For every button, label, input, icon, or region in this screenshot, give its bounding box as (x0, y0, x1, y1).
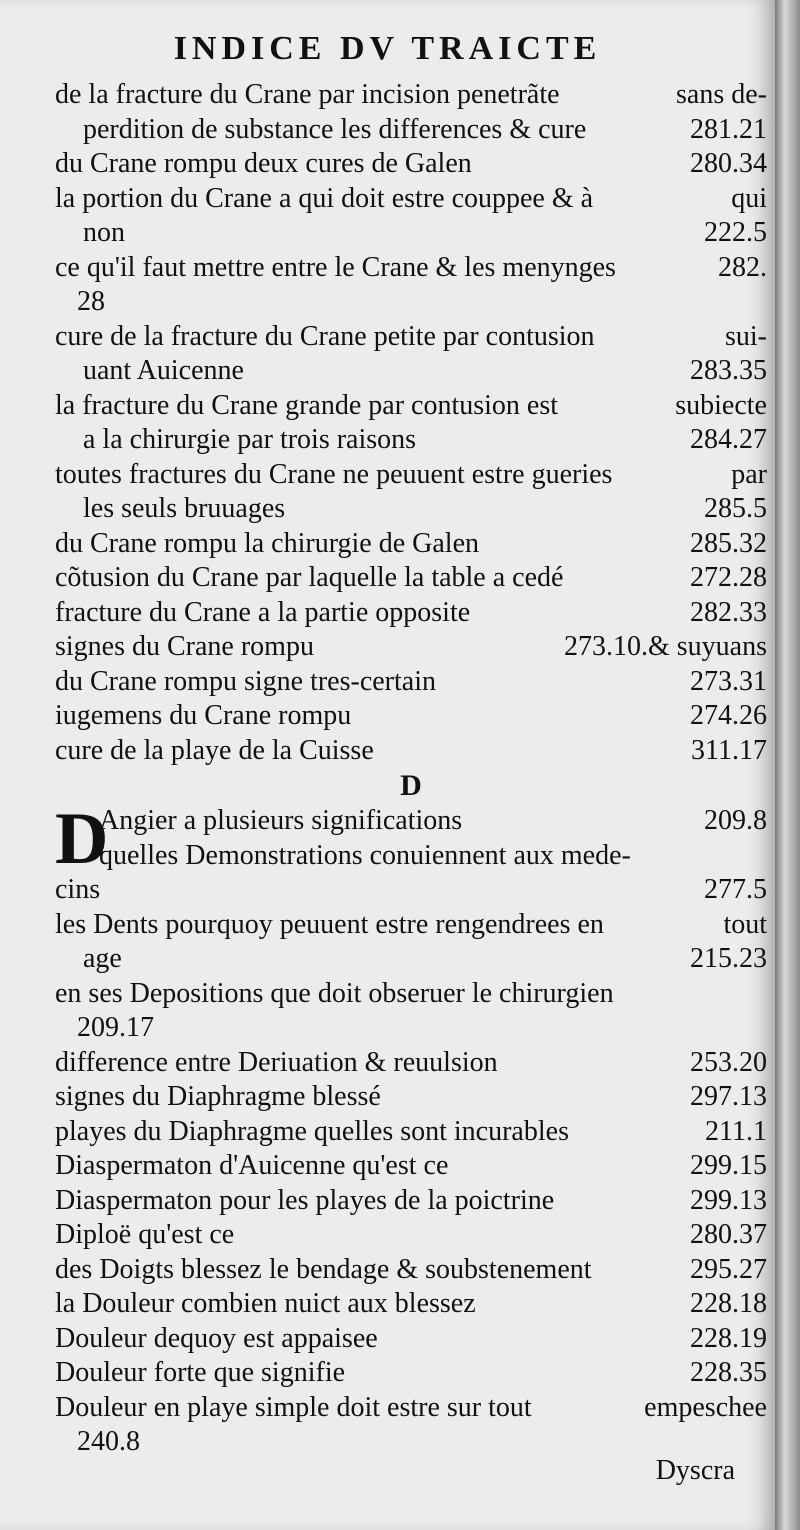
drop-capital: D (55, 798, 109, 880)
entry-text: ce qu'il faut mettre entre le Crane & les menynges (55, 251, 616, 283)
index-entry (55, 665, 767, 700)
entry-text: uant Auicenne (83, 355, 244, 386)
entry-text: toutes fractures du Crane ne peuuent estre gueries (55, 458, 613, 490)
index-entry (55, 734, 767, 769)
entry-text: Douleur en playe simple doit estre sur tout (55, 1391, 532, 1423)
entry-line (55, 354, 767, 389)
entry-line (55, 389, 767, 424)
page-ref: 228.35 (690, 1357, 767, 1388)
index-entry (55, 1356, 767, 1391)
entry-line (55, 216, 767, 251)
page-ref: 281.21 (690, 113, 767, 145)
page-ref: 283.35 (690, 355, 767, 386)
page-ref: 215.23 (690, 943, 767, 974)
page-ref: 311.17 (691, 734, 767, 766)
entry-text: Diaspermaton pour les playes de la poictrine (55, 1184, 555, 1216)
page-ref: 280.37 (690, 1219, 767, 1250)
page-ref: 277.5 (704, 874, 767, 905)
index-entry (55, 1115, 767, 1150)
entry-line (55, 458, 767, 493)
page-ref: 209.8 (704, 805, 767, 836)
entry-line (55, 561, 767, 596)
entry-text: signes du Diaphragme blessé (55, 1081, 381, 1112)
page-ref: empeschee (644, 1391, 767, 1423)
index-entry (55, 251, 767, 320)
entry-line (55, 1218, 767, 1253)
entry-line (55, 78, 767, 113)
entry-line (55, 1011, 767, 1046)
entry-text: Douleur dequoy est appaisee (55, 1322, 378, 1354)
page-ref: 299.13 (690, 1184, 767, 1216)
entry-line (55, 665, 767, 700)
entry-line (55, 423, 767, 458)
entry-line (55, 1115, 767, 1150)
entry-line (55, 942, 767, 977)
index-entry (55, 630, 767, 665)
index-entry (55, 977, 767, 1046)
page-ref: 273.10.& suyuans (564, 631, 767, 662)
index-entries (55, 78, 767, 1460)
entry-text: age (83, 943, 122, 974)
entry-text: les Dents pourquoy peuuent estre rengendrees en (55, 908, 604, 940)
page-ref: 222.5 (704, 217, 767, 248)
index-entry (55, 908, 767, 977)
page-ref: 282.33 (690, 596, 767, 628)
entry-line (55, 182, 767, 217)
entry-line (55, 1391, 767, 1426)
index-entry (55, 1046, 767, 1081)
index-entry (55, 699, 767, 734)
index-entry (55, 1080, 767, 1115)
entry-text: de la fracture du Crane par incision penetrãte (55, 79, 560, 110)
dropcap-entry (55, 798, 767, 908)
entry-line (55, 527, 767, 562)
entry-text: cure de la fracture du Crane petite par contusion (55, 320, 595, 352)
page-ref: 253.20 (690, 1046, 767, 1078)
entries-d (55, 908, 767, 1460)
entry-text: la fracture du Crane grande par contusion est (55, 389, 559, 421)
entry-line (55, 1080, 767, 1115)
page-ref: 211.1 (705, 1115, 767, 1147)
entry-line (55, 320, 767, 355)
entry-text: du Crane rompu deux cures de Galen (55, 148, 472, 179)
index-entry (55, 1391, 767, 1460)
page-ref: 285.32 (690, 527, 767, 559)
entry-text: cure de la playe de la Cuisse (55, 734, 374, 766)
page-ref: 282. (718, 251, 767, 283)
entry-text: perdition de substance les differences & cure (83, 113, 587, 145)
entry-text: cins (55, 874, 101, 905)
entry-text: du Crane rompu signe tres-certain (55, 665, 436, 697)
index-entry (55, 1322, 767, 1357)
index-entry (55, 147, 767, 182)
index-entry (55, 1253, 767, 1288)
entry-text: Angier a plusieurs significations (99, 805, 463, 836)
entry-line (55, 873, 767, 908)
index-entry (55, 561, 767, 596)
entry-text: quelles Demonstrations conuiennent aux mede- (99, 839, 631, 871)
entry-line (55, 1253, 767, 1288)
page-ref: 273.31 (690, 665, 767, 697)
index-entry (55, 1218, 767, 1253)
entry-line (55, 147, 767, 182)
running-head: INDICE DV TRAICTE (173, 30, 602, 67)
entry-text: non (83, 217, 125, 248)
index-entry (55, 389, 767, 458)
entry-text: a la chirurgie par trois raisons (83, 424, 417, 455)
page-ref: 28 (77, 286, 105, 317)
section-letter-d: D (400, 769, 422, 802)
index-entry (55, 596, 767, 631)
entry-line (55, 977, 767, 1012)
index-entry (55, 182, 767, 251)
page-ref: subiecte (675, 389, 767, 421)
entry-line (55, 596, 767, 631)
entry-line (55, 630, 767, 665)
page-ref: 284.27 (690, 424, 767, 455)
index-entry (55, 1287, 767, 1322)
entry-line (55, 804, 767, 839)
entry-line (55, 1322, 767, 1357)
entry-line (55, 492, 767, 527)
page-ref: qui (731, 182, 767, 214)
entry-text: playes du Diaphragme quelles sont incurables (55, 1115, 569, 1147)
page-ref: 274.26 (690, 700, 767, 731)
page-ref: 297.13 (690, 1081, 767, 1112)
catchword: Dyscra (655, 1455, 735, 1486)
entry-text: du Crane rompu la chirurgie de Galen (55, 527, 480, 559)
page-edge (775, 0, 800, 1530)
entry-text: en ses Depositions que doit obseruer le chirurgien (55, 977, 614, 1009)
entry-line (55, 1184, 767, 1219)
entry-text: signes du Crane rompu (55, 631, 314, 662)
entry-line (55, 251, 767, 286)
entry-text: la Douleur combien nuict aux blessez (55, 1288, 476, 1319)
entry-text: difference entre Deriuation & reuulsion (55, 1046, 498, 1078)
index-entry (55, 458, 767, 527)
entry-line (55, 734, 767, 769)
entry-line (55, 1356, 767, 1391)
page-ref: par (731, 458, 767, 490)
page-ref: 228.18 (690, 1288, 767, 1319)
page-ref: 240.8 (77, 1426, 140, 1457)
page-ref: 285.5 (704, 493, 767, 524)
page-ref: 272.28 (690, 562, 767, 593)
page-ref: 299.15 (690, 1150, 767, 1181)
index-entry (55, 78, 767, 147)
entry-text: cõtusion du Crane par laquelle la table a cedé (55, 562, 564, 593)
index-entry (55, 320, 767, 389)
index-entry (55, 1184, 767, 1219)
entry-line (55, 1046, 767, 1081)
entry-text: les seuls bruuages (83, 493, 286, 524)
page-ref: sans de- (676, 79, 767, 110)
entry-text: des Doigts blessez le bendage & soubstenement (55, 1253, 592, 1285)
entry-text: la portion du Crane a qui doit estre couppee & à (55, 182, 594, 214)
entry-line (55, 1149, 767, 1184)
entry-text: Diploë qu'est ce (55, 1219, 235, 1250)
entry-text: iugemens du Crane rompu (55, 700, 352, 731)
page-ref: 228.19 (690, 1322, 767, 1354)
entry-line (55, 1287, 767, 1322)
entries-c (55, 78, 767, 768)
page-ref: sui- (725, 320, 767, 352)
entry-line (55, 285, 767, 320)
entry-line (55, 699, 767, 734)
page-ref: 209.17 (77, 1012, 154, 1043)
page-ref: 295.27 (690, 1253, 767, 1285)
entry-line (55, 839, 767, 874)
entry-line (55, 908, 767, 943)
index-entry (55, 527, 767, 562)
entry-line (55, 113, 767, 148)
page-ref: 280.34 (690, 148, 767, 179)
entry-text: fracture du Crane a la partie opposite (55, 596, 471, 628)
page-ref: tout (723, 908, 767, 940)
index-entry (55, 1149, 767, 1184)
entry-text: Diaspermaton d'Auicenne qu'est ce (55, 1150, 449, 1181)
entry-text: Douleur forte que signifie (55, 1357, 346, 1388)
